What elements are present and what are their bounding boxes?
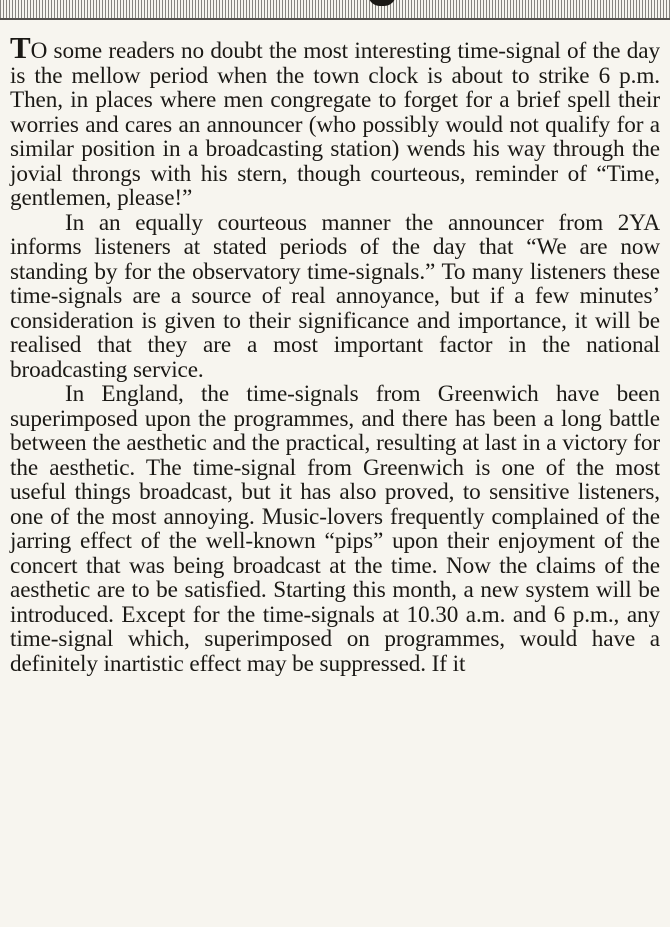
paragraph-1 xyxy=(10,30,660,211)
drop-cap: T xyxy=(10,30,31,65)
paragraph-1-text: O some readers no doubt the most interesting time-signal of the day is the mellow period when the town clock is about to strike 6 p.m. Then, in places where men congregate to forget for a brief spell their worries and cares an announcer (who possibly would not qualify for a similar position in a broadcasting station) wends his way through the jovial throngs with his stern, though courteous, reminder of “Time, gentlemen, please!” xyxy=(10,38,660,211)
top-border-line xyxy=(0,18,670,20)
article-body xyxy=(10,30,660,677)
paragraph-3: In England, the time-signals from Greenwich have been superimposed upon the programmes, and there has been a long battle between the aesthetic and the practical, resulting at last in a victory for the aesthetic. The time-signal from Greenwich is one of the most useful things broadcast, but it has also proved, to sensitive listeners, one of the most annoying. Music-lovers frequently complained of the jarring effect of the well-known “pips” upon their enjoyment of the concert that was being broadcast at the time. Now the claims of the aesthetic are to be satisfied. Starting this month, a new system will be introduced. Except for the time-signals at 10.30 a.m. and 6 p.m., any time-signal which, superimposed on programmes, would have a definitely inartistic effect may be suppressed. If it xyxy=(10,381,660,677)
paragraph-2: In an equally courteous manner the announcer from 2YA informs listeners at stated periods of the day that “We are now standing by for the observatory time-signals.” To many listeners these time-signals are a source of real annoyance, but if a few minutes’ consideration is given to their significance and importance, it will be realised that they are a most important factor in the national broadcasting service. xyxy=(10,209,660,383)
top-border-rule xyxy=(0,0,670,18)
